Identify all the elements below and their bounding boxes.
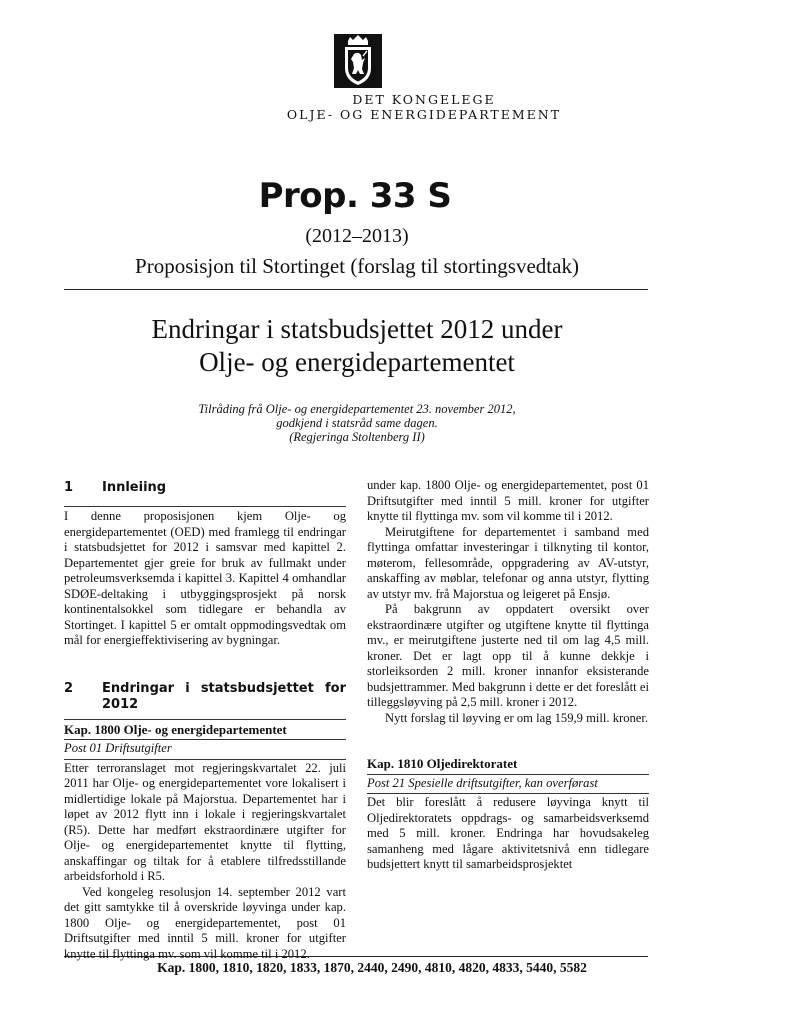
session-year: (2012–2013) <box>305 225 409 247</box>
main-title <box>0 313 714 379</box>
kap-1810-para1: Det blir foreslått å redusere løyvinga knytt til Oljedirektoratets oppdrags- og samarbeidsverksemd med 5 mill. kroner. Endringa har hovudsakeleg samanheng med lågare aktivitetsnivå enn tidlegare budsjettert knytt til samarbeidsprosjektet <box>367 795 649 871</box>
top-divider <box>64 289 648 290</box>
kap-1800-para5: Nytt forslag til løyving er om lag 159,9 mill. kroner. <box>385 710 649 725</box>
kap-1800-heading: Kap. 1800 Olje- og energidepartementet <box>64 721 287 737</box>
post-01-rule <box>64 759 346 760</box>
section-1-heading <box>64 480 346 496</box>
department-name-line2: OLJE- OG ENERGIDEPARTEMENT <box>286 107 562 122</box>
kap-1800-rule <box>64 739 346 740</box>
section-1-text: I denne proposisjonen kjem Olje- og energidepartementet (OED) med framlegg til endringar i statsbudsjettet for 2012 i samsvar med kapittel 2. Departementet gjer greie for bruk av fullmakt under petroleumsverksemda i kapittel 3. Kapittel 4 omhandlar SDØE-deltaking i utbyggingsprosjekt på norsk kontinentalsokkel som tidlegare er behandla av Stortinget. I kapittel 5 er omtalt oppmodingsvedtak om mål for energieffektivisering av bygningar. <box>64 509 346 647</box>
kap-1800-para3: Meirutgiftene for departementet i samband med flyttinga omfattar investeringar i tilknyting til kontor, møterom, fellesområde, oppgradering av AV-utstyr, anskaffing av møblar, telefonar og anna utstyr, flytting av utstyr mv. frå Majorstua og leigeret på Ensjø. <box>367 524 649 601</box>
main-title-line1: Endringar i statsbudsjettet 2012 under <box>151 314 563 344</box>
kap-1810-rule <box>367 774 649 775</box>
section-2-number: 2 <box>64 680 74 696</box>
department-name-line1: DET KONGELEGE <box>352 92 496 107</box>
kap-1800-para2: Ved kongeleg resolusjon 14. september 2012 vart det gitt samtykke til å overskride løyvinga under kap. 1800 Olje- og energidepartementet, post 01 Driftsutgifter med inntil 5 mill. kroner for utgifter knytte til flyttinga mv. som vil komme til i 2012. <box>64 884 346 961</box>
section-1-number: 1 <box>64 480 74 495</box>
left-column <box>64 480 346 961</box>
kap-1800-para1: Etter terroranslaget mot regjeringskvartalet 22. juli 2011 har Olje- og energidepartementet vore lokalisert i midlertidige lokale på Majorstua. Departementet har i løpet av 2012 flytt inn i lokale i regjeringskvartalet (R5). Dette har medført ekstraordinære utgifter for Olje- og energidepartementet knytte til flytting, anskaffingar og tiltak for å etablere tilfredsstillande arbeidsforhold i R5. <box>64 760 346 883</box>
section-2-heading <box>64 681 346 713</box>
kap-1800-para2-cont: under kap. 1800 Olje- og energidepartementet, post 01 Driftsutgifter med inntil 5 mill. kroner for utgifter knytte til flyttinga mv. som vil komme til i 2012. <box>367 478 649 523</box>
main-title-line2: Olje- og energidepartementet <box>199 347 515 377</box>
approval-line2: godkjend i statsråd same dagen. <box>276 416 438 430</box>
section-2-rule <box>64 719 346 720</box>
section-2-title: Endringar i statsbudsjettet for 2012 <box>102 680 346 712</box>
approval-line1: Tilråding frå Olje- og energidepartementet 23. november 2012, <box>198 402 516 416</box>
section-1-rule <box>64 506 346 507</box>
document-type: Proposisjon til Stortinget (forslag til stortingsvedtak) <box>135 254 579 278</box>
kap-1810-heading: Kap. 1810 Oljedirektoratet <box>367 756 518 771</box>
approval-note <box>0 402 714 444</box>
kap-1800-para4: På bakgrunn av oppdatert oversikt over ekstraordinære utgifter og utgiftene knytte til flyttinga mv., er meirutgiftene justerte ned til om lag 4,5 mill. kroner. Det er lagt opp til å kunne dekkje i storleiksorden 2 mill. kroner innanfor eksisterande budsjettrammer. Med bakgrunn i dette er det foreslått ei tilleggsløyving på 2,5 mill. kroner i 2012. <box>367 602 649 709</box>
coat-of-arms-icon <box>334 34 382 88</box>
right-column <box>367 480 649 873</box>
post-01-heading: Post 01 Driftsutgifter <box>64 741 172 755</box>
proposition-number: Prop. 33 S <box>258 176 452 216</box>
post-21-heading: Post 21 Spesielle driftsutgifter, kan overførast <box>367 775 598 790</box>
section-1-title: Innleiing <box>102 480 167 495</box>
footer-divider <box>64 956 648 957</box>
post-21-rule <box>367 793 649 794</box>
approval-line3: (Regjeringa Stoltenberg II) <box>289 430 425 444</box>
footer-chapter-list: Kap. 1800, 1810, 1820, 1833, 1870, 2440, 2490, 4810, 4820, 4833, 5440, 5582 <box>157 960 587 975</box>
